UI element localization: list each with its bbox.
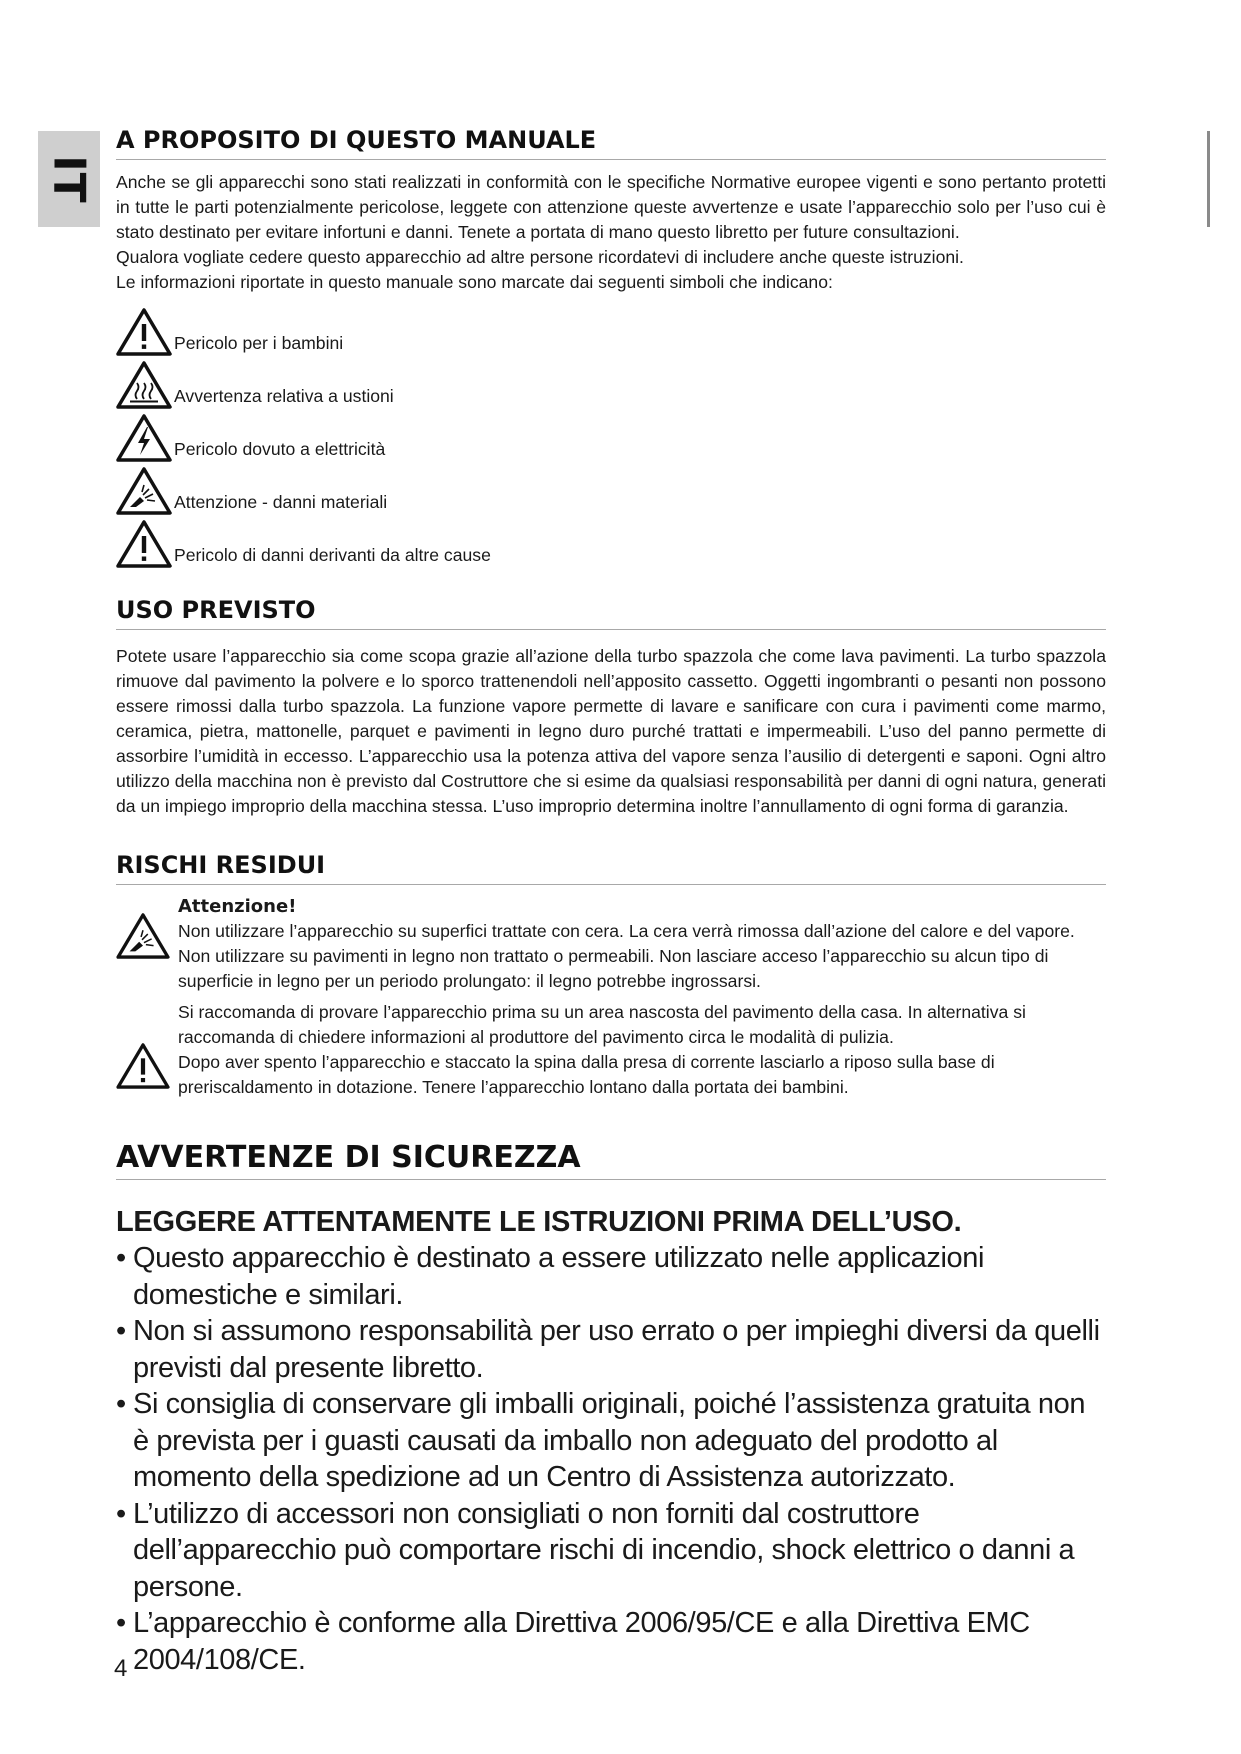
list-item: • Questo apparecchio è destinato a essere utilizzato nelle applicazioni domestiche e similari. [116,1242,984,1311]
symbol-label: Pericolo dovuto a elettricità [174,439,386,459]
symbol-label: Avvertenza relativa a ustioni [174,386,394,406]
paragraph: Dopo aver spento l’apparecchio e staccato la spina dalla presa di corrente lasciarlo a riposo sulla base di preriscaldamento in dotazione. Tenere l’apparecchio lontano dalla portata dei bambini. [178,1052,995,1097]
section-title-residual-risks: RISCHI RESIDUI [116,851,1106,885]
symbol-label: Pericolo di danni derivanti da altre cause [174,545,491,565]
hot-surface-icon [116,361,172,409]
bullet-marker: • [116,1497,126,1530]
symbol-label: Pericolo per i bambini [174,333,344,353]
warning-exclamation-icon [116,308,172,356]
list-item: • L’apparecchio è conforme alla Direttiva 2006/95/CE e alla Direttiva EMC 2004/108/CE. [116,1607,1030,1676]
symbol-item [116,409,1106,462]
edge-marker [1207,131,1210,227]
symbol-legend [116,303,1106,568]
bullet-marker: • [116,1315,126,1347]
paragraph: Le informazioni riportate in questo manuale sono marcate dai seguenti simboli che indicano: [116,272,833,292]
paragraph: Potete usare l’apparecchio sia come scopa grazie all’azione della turbo spazzola che come lava pavimenti. La turbo spazzola rimuove dal pavimento la polvere e lo sporco trattenendoli nell’apposito cassetto. Oggetti ingombranti o pesanti non possono essere rimossi dalla turbo spazzola. La funzione vapore permette di lavare e sanificare con cura i pavimenti come marmo, ceramica, pietra, mattonelle, parquet e pavimenti in legno duro purché trattati e impermeabili. L’uso del panno permette di assorbire l’umidità in eccesso. L’apparecchio usa la potenza attiva del vapore senza l’ausilio di detergenti e saponi. Ogni altro utilizzo della macchina non è previsto dal Costruttore che si esime da qualsiasi responsabilità per danni di ogni natura, generati da un impiego improprio della macchina stessa. L’uso improprio determina inoltre l’annullamento di ogni forma di garanzia. [116,646,1106,816]
safety-lead: LEGGERE ATTENTAMENTE LE ISTRUZIONI PRIMA DELL’USO. [116,1206,962,1238]
warning-exclamation-icon [116,1043,170,1089]
symbol-item [116,356,1106,409]
attention-title: Attenzione! [178,896,297,917]
residual-risks-icons [116,895,178,1100]
material-damage-icon [116,467,172,515]
symbol-item [116,303,1106,356]
list-item: • L’utilizzo di accessori non consigliati o non forniti dal costruttore dell’apparecchio può comportare rischi di incendio, shock elettrico o danni a persone. [116,1497,1075,1603]
safety-bullet-list [116,1240,1106,1678]
list-item: • Non si assumono responsabilità per uso errato o per impieghi diversi da quelli previsti dal presente libretto. [116,1315,1100,1384]
paragraph: Si raccomanda di provare l’apparecchio prima su un area nascosta del pavimento della casa. In alternativa si raccomanda di chiedere informazioni al produttore del pavimento circa le modalità di pulizia. [178,1002,1026,1047]
symbol-item [116,462,1106,515]
symbol-item [116,515,1106,568]
language-tab [38,131,100,227]
residual-risks-text [178,895,1106,1100]
page-number: 4 [114,1655,128,1682]
paragraph: Qualora vogliate cedere questo apparecchio ad altre persone ricordatevi di includere anche queste istruzioni. [116,247,964,267]
section-intended-use-text [116,644,1106,819]
section-title-manual: A PROPOSITO DI QUESTO MANUALE [116,126,1106,160]
paragraph: Non utilizzare l’apparecchio su superfici trattate con cera. La cera verrà rimossa dall’azione del calore e del vapore. Non utilizzare su pavimenti in legno non trattato o permeabili. Non lasciare acceso l’apparecchio su alcun tipo di superficie in legno per un periodo prolungato: il legno potrebbe ingrossarsi. [178,921,1075,991]
electric-hazard-icon [116,414,172,462]
material-damage-icon [116,913,170,959]
warning-exclamation-icon [116,520,172,568]
section-title-safety-warnings: AVVERTENZE DI SICUREZZA [116,1140,1106,1180]
section-title-intended-use: USO PREVISTO [116,596,1106,630]
residual-risks-block [116,895,1106,1100]
section-manual-text [116,170,1106,295]
bullet-marker: • [116,1388,126,1420]
page-content [116,126,1106,1678]
language-label: IT [43,154,95,204]
bullet-marker: • [116,1607,126,1639]
symbol-label: Attenzione - danni materiali [174,492,388,512]
bullet-marker: • [116,1242,126,1274]
paragraph: Anche se gli apparecchi sono stati realizzati in conformità con le specifiche Normative europee vigenti e sono pertanto protetti in tutte le parti potenzialmente pericolose, leggete con attenzione queste avvertenze e usate l’apparecchio solo per l’uso cui è stato destinato per evitare infortuni e danni. Tenete a portata di mano questo libretto per future consultazioni. [116,172,1106,242]
list-item: • Si consiglia di conservare gli imballi originali, poiché l’assistenza gratuita non è prevista per i guasti causati da imballo non adeguato del prodotto al momento della spedizione ad un Centro di Assistenza autorizzato. [116,1388,1086,1493]
